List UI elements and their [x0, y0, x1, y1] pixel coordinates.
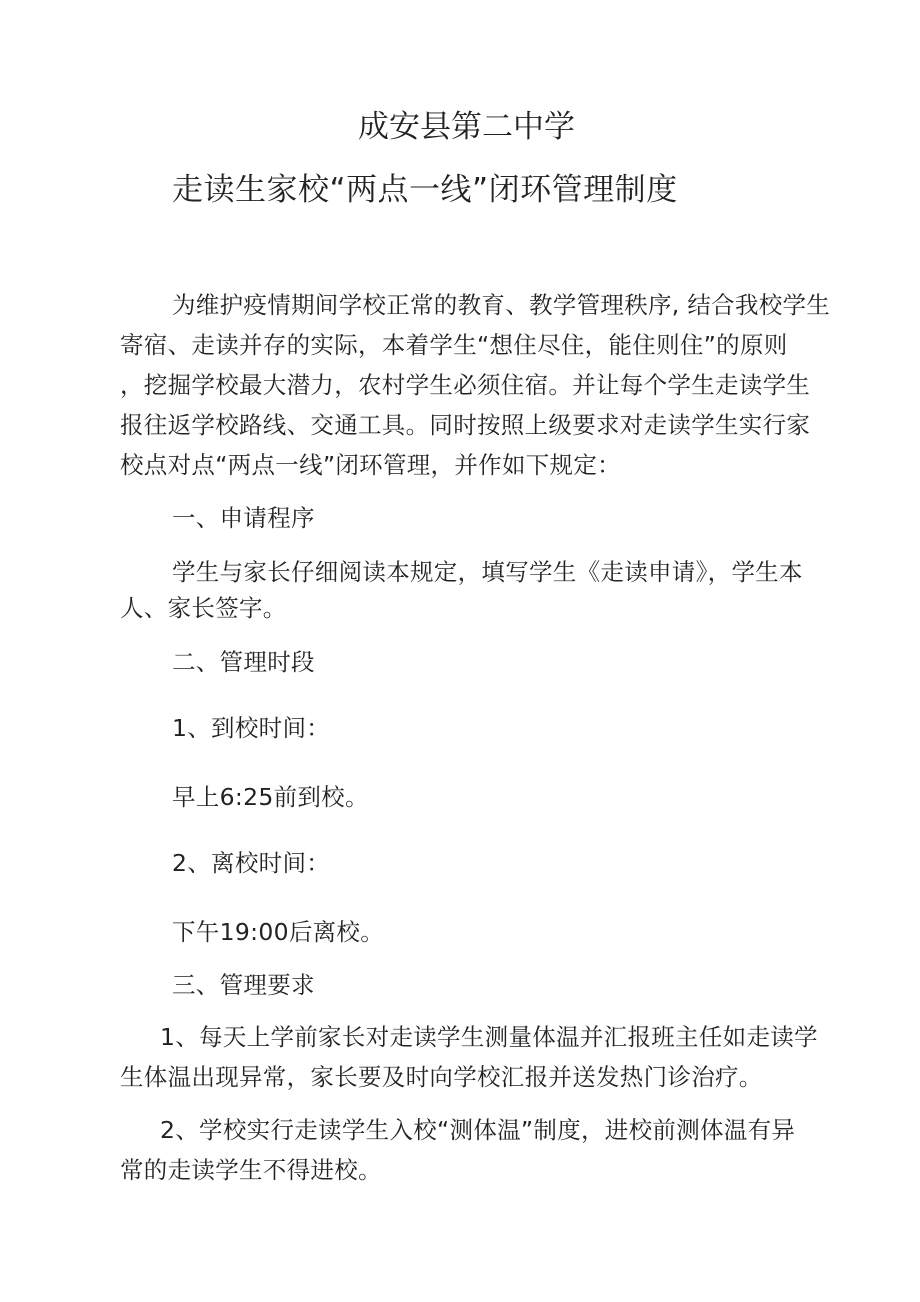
- intro-line: 报往返学校路线、交通工具。同时按照上级要求对走读学生实行家: [120, 411, 811, 439]
- arrival-label: 1、到校时间：: [172, 714, 331, 742]
- section-heading: 二、管理时段: [172, 648, 315, 676]
- document-title: 走读生家校“两点一线”闭环管理制度: [172, 172, 678, 208]
- requirement-line: 生体温出现异常，家长要及时向学校汇报并送发热门诊治疗。: [120, 1063, 763, 1091]
- requirement-line: 常的走读学生不得进校。: [120, 1156, 382, 1184]
- arrival-time: 早上6:25前到校。: [172, 783, 369, 811]
- section-heading: 一、申请程序: [172, 504, 315, 532]
- intro-line: 寄宿、走读并存的实际，本着学生“想住尽住，能住则住”的原则: [120, 331, 788, 359]
- departure-time: 下午19:00后离校。: [172, 918, 385, 946]
- section-body-line: 学生与家长仔细阅读本规定，填写学生《走读申请》，学生本: [172, 558, 803, 586]
- departure-label: 2、离校时间：: [172, 849, 331, 877]
- requirement-line: 1、每天上学前家长对走读学生测量体温并汇报班主任如走读学: [160, 1023, 818, 1051]
- intro-line: ，挖掘学校最大潜力，农村学生必须住宿。并让每个学生走读学生: [120, 371, 811, 399]
- section-body-line: 人、家长签字。: [120, 594, 287, 622]
- requirement-line: 2、学校实行走读学生入校“测体温”制度，进校前测体温有异: [160, 1116, 796, 1144]
- school-title: 成安县第二中学: [358, 109, 575, 145]
- intro-line: 为维护疫情期间学校正常的教育、教学管理秩序, 结合我校学生: [172, 291, 831, 319]
- intro-line: 校点对点“两点一线”闭环管理，并作如下规定：: [120, 451, 621, 479]
- section-heading: 三、管理要求: [172, 971, 315, 999]
